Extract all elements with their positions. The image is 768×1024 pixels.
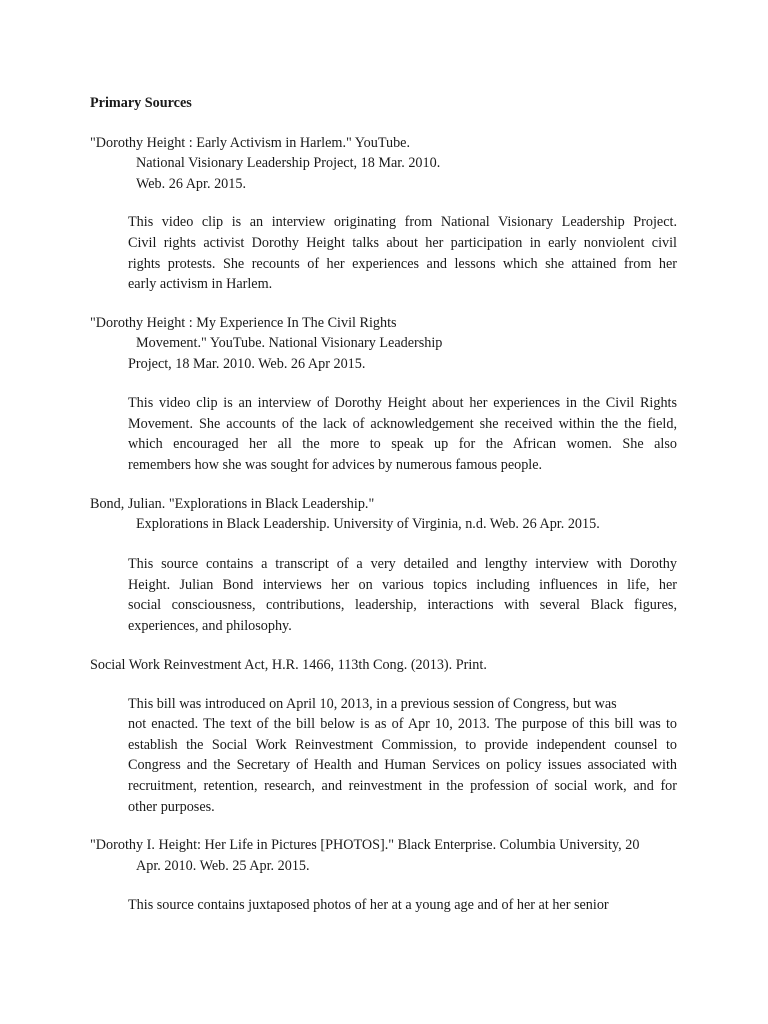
citation-line: "Dorothy Height : My Experience In The Civil Rights	[90, 315, 397, 331]
annotation-line: social consciousness, contributions, leadership, interactions with several Black figures,	[128, 597, 677, 613]
citation-line: Web. 26 Apr. 2015.	[136, 176, 246, 192]
citation-line: "Dorothy I. Height: Her Life in Pictures [PHOTOS]." Black Enterprise. Columbia University, 20	[90, 837, 640, 853]
annotation-line: which encouraged her all the more to speak up for the African women. She also	[128, 436, 677, 452]
annotation-line: This video clip is an interview of Dorothy Height about her experiences in the Civil Rights	[128, 395, 677, 411]
annotation-line: remembers how she was sought for advices by numerous famous people.	[128, 457, 543, 473]
annotation-line: This bill was introduced on April 10, 2013, in a previous session of Congress, but was	[128, 696, 617, 712]
citation-line: Social Work Reinvestment Act, H.R. 1466, 113th Cong. (2013). Print.	[90, 657, 487, 673]
annotation-line: early activism in Harlem.	[128, 276, 273, 292]
annotation-line: other purposes.	[128, 799, 215, 815]
citation-line: Bond, Julian. "Explorations in Black Leadership."	[90, 496, 375, 512]
annotation-line: Congress and the Secretary of Health and Human Services on policy issues associated with	[128, 757, 677, 773]
annotation-line: Civil rights activist Dorothy Height talks about her participation in early nonviolent civil	[128, 235, 677, 251]
annotation-line: This video clip is an interview originating from National Visionary Leadership Project.	[128, 214, 677, 230]
citation-line: "Dorothy Height : Early Activism in Harlem." YouTube.	[90, 135, 411, 151]
citation-line: National Visionary Leadership Project, 18 Mar. 2010.	[136, 155, 441, 171]
annotation-line: This source contains juxtaposed photos of her at a young age and of her at her senior	[128, 897, 609, 913]
section-heading: Primary Sources	[90, 95, 192, 111]
annotation-line: Height. Julian Bond interviews her on various topics including influences in life, her	[128, 577, 677, 593]
citation-line: Apr. 2010. Web. 25 Apr. 2015.	[136, 858, 310, 874]
annotation-line: recruitment, retention, research, and reinvestment in the profession of social work, and for	[128, 778, 677, 794]
annotation-line: not enacted. The text of the bill below is as of Apr 10, 2013. The purpose of this bill was to	[128, 716, 677, 732]
citation-line: Explorations in Black Leadership. University of Virginia, n.d. Web. 26 Apr. 2015.	[136, 516, 600, 532]
annotation-line: experiences, and philosophy.	[128, 618, 292, 634]
annotation-line: establish the Social Work Reinvestment Commission, to provide independent counsel to	[128, 737, 677, 753]
citation-line: Project, 18 Mar. 2010. Web. 26 Apr 2015.	[128, 356, 366, 372]
citation-line: Movement." YouTube. National Visionary Leadership	[136, 335, 443, 351]
annotation-line: This source contains a transcript of a very detailed and lengthy interview with Dorothy	[128, 556, 677, 572]
annotation-line: rights protests. She recounts of her experiences and lessons which she attained from her	[128, 256, 677, 272]
annotation-line: Movement. She accounts of the lack of acknowledgement she received within the the field,	[128, 416, 677, 432]
